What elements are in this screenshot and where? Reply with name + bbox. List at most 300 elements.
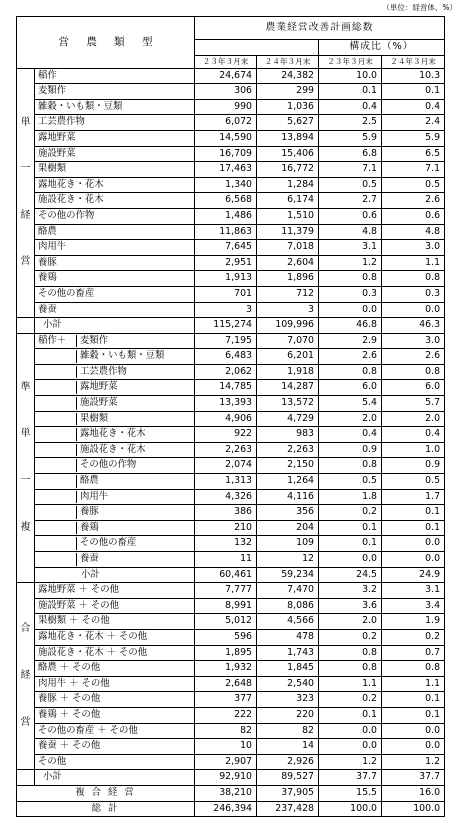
blank-cell [17,770,35,786]
value-r2: 10.3 [382,68,445,84]
value-r2: 0.1 [382,84,445,100]
value-r1: 3.6 [319,598,382,614]
value-r2: 0.4 [382,427,445,443]
value-v2: 4,116 [257,489,319,505]
row-name: 小計 [35,770,195,786]
value-v2: 1,284 [257,177,319,193]
prefix-label [35,553,76,566]
row-name [35,380,195,396]
value-r1: 5.4 [319,396,382,412]
crop-name: 雑穀・いも類・豆類 [76,350,194,363]
value-r2: 0.8 [382,271,445,287]
value-v2: 2,150 [257,458,319,474]
row-name: 果樹類 [35,162,195,178]
value-r1: 0.2 [319,505,382,521]
unit-note: （単位：経営体、%） [382,3,457,12]
value-r1: 0.1 [319,707,382,723]
table-row [17,380,445,396]
row-name [35,474,195,490]
value-r1: 0.1 [319,520,382,536]
value-v1: 2,062 [195,364,257,380]
value-r2: 5.7 [382,396,445,412]
table-row [17,255,445,271]
row-name [35,349,195,365]
row-name [35,489,195,505]
value-v1: 1,895 [195,645,257,661]
value-r2: 16.0 [382,785,445,801]
value-r1: 6.0 [319,380,382,396]
value-v1: 1,932 [195,661,257,677]
value-r2: 0.4 [382,99,445,115]
value-v1: 386 [195,505,257,521]
row-name [35,536,195,552]
table-row [17,458,445,474]
value-r1: 0.4 [319,427,382,443]
value-r2: 1.7 [382,489,445,505]
prefix-label [35,506,76,519]
table-row [17,754,445,770]
value-r2: 3.4 [382,598,445,614]
value-r2: 100.0 [382,801,445,817]
value-r1: 15.5 [319,785,382,801]
table-row [17,349,445,365]
value-v2: 2,263 [257,442,319,458]
row-name: 複 合 経 営 [17,785,195,801]
value-v1: 1,486 [195,208,257,224]
value-v1: 115,274 [195,318,257,334]
value-r1: 0.8 [319,458,382,474]
header-col-2403: ２４年３月末 [257,55,319,68]
table-row [17,286,445,302]
row-name: 施設花き・花木 ＋ その他 [35,645,195,661]
table-row [17,505,445,521]
prefix-label [35,537,76,550]
prefix-label: 稲作＋ [38,334,67,346]
fukugo-row [17,785,445,801]
row-name: 養蚕 ＋ その他 [35,739,195,755]
prefix-label [35,475,76,488]
row-name: 酪農 ＋ その他 [35,661,195,677]
value-v2: 15,406 [257,146,319,162]
category-char: 経 [20,209,31,221]
table-row [17,614,445,630]
value-v1: 1,340 [195,177,257,193]
crop-name: 養豚 [76,506,194,519]
value-v2: 82 [257,723,319,739]
value-v2: 983 [257,427,319,443]
value-r1: 0.3 [319,286,382,302]
value-v2: 24,382 [257,68,319,84]
value-r2: 2.4 [382,115,445,131]
category-char: 合 [20,623,31,635]
value-r1: 0.0 [319,739,382,755]
value-r1: 0.2 [319,692,382,708]
crop-name: 麦類作 [76,335,194,348]
value-r2: 3.1 [382,583,445,599]
subtotal-row [17,567,445,583]
value-r1: 0.5 [319,177,382,193]
value-v2: 14 [257,739,319,755]
value-v1: 3 [195,302,257,318]
value-v1: 246,394 [195,801,257,817]
value-v2: 6,174 [257,193,319,209]
crop-name: 養鶏 [76,522,194,535]
value-v1: 1,313 [195,474,257,490]
table-row [17,302,445,318]
value-v2: 109,996 [257,318,319,334]
header-ratio-2403: ２４年３月末 [382,55,445,68]
row-name: 施設野菜 [35,146,195,162]
value-r2: 1.9 [382,614,445,630]
value-v1: 2,648 [195,676,257,692]
table-row [17,84,445,100]
value-r2: 0.6 [382,208,445,224]
value-r1: 0.9 [319,442,382,458]
table-row [17,177,445,193]
value-v2: 237,428 [257,801,319,817]
value-r2: 1.1 [382,676,445,692]
value-r2: 3.0 [382,240,445,256]
table-row [17,396,445,412]
row-name: 養蚕 [35,302,195,318]
header-ratio-2303: ２３年３月末 [319,55,382,68]
value-v2: 16,772 [257,162,319,178]
value-v1: 92,910 [195,770,257,786]
row-name: 稲作 [35,68,195,84]
value-v2: 712 [257,286,319,302]
prefix-label [35,413,76,426]
row-name: 総 計 [17,801,195,817]
row-name: 小計 [35,318,195,334]
row-name: 施設花き・花木 [35,193,195,209]
value-r2: 5.9 [382,130,445,146]
row-name: その他の作物 [35,208,195,224]
value-v2: 2,926 [257,754,319,770]
value-v1: 60,461 [195,567,257,583]
value-v2: 2,540 [257,676,319,692]
value-v1: 17,463 [195,162,257,178]
value-v1: 14,590 [195,130,257,146]
value-r1: 1.8 [319,489,382,505]
table-row [17,474,445,490]
value-v1: 11,863 [195,224,257,240]
table-row [17,536,445,552]
value-v1: 210 [195,520,257,536]
row-name: 養鶏 ＋ その他 [35,707,195,723]
value-r2: 0.9 [382,458,445,474]
crop-name: 酪農 [76,475,194,488]
table-row [17,224,445,240]
value-v1: 7,645 [195,240,257,256]
value-v2: 8,086 [257,598,319,614]
category-jun [17,333,35,583]
header-blank [195,40,319,56]
value-r2: 0.0 [382,552,445,568]
crop-name: 果樹類 [76,413,194,426]
value-r1: 4.8 [319,224,382,240]
value-v2: 4,566 [257,614,319,630]
value-v2: 11,379 [257,224,319,240]
crop-name: その他の畜産 [76,537,194,550]
value-v1: 10 [195,739,257,755]
value-v1: 990 [195,99,257,115]
value-r1: 2.0 [319,614,382,630]
table-row [17,364,445,380]
value-v2: 1,510 [257,208,319,224]
category-char: 一 [20,474,31,486]
value-r2: 0.0 [382,302,445,318]
value-v2: 3 [257,302,319,318]
value-r2: 37.7 [382,770,445,786]
value-v2: 7,470 [257,583,319,599]
value-v2: 299 [257,84,319,100]
value-v1: 38,210 [195,785,257,801]
value-r2: 0.0 [382,723,445,739]
value-v1: 922 [195,427,257,443]
row-name [35,505,195,521]
value-v2: 2,604 [257,255,319,271]
value-v1: 306 [195,84,257,100]
table-row [17,99,445,115]
value-v1: 4,906 [195,411,257,427]
table-row [17,146,445,162]
row-name: その他の畜産 [35,286,195,302]
value-v1: 7,777 [195,583,257,599]
value-v2: 204 [257,520,319,536]
value-r1: 0.8 [319,645,382,661]
value-r1: 3.1 [319,240,382,256]
value-v2: 356 [257,505,319,521]
row-name [35,411,195,427]
value-r2: 0.0 [382,536,445,552]
value-v1: 11 [195,552,257,568]
table-row [17,208,445,224]
row-name: 肉用牛 [35,240,195,256]
value-r1: 0.5 [319,474,382,490]
crop-name: 露地花き・花木 [76,428,194,441]
value-r2: 0.1 [382,505,445,521]
value-r2: 46.3 [382,318,445,334]
table-row [17,442,445,458]
value-v2: 59,234 [257,567,319,583]
value-v1: 2,074 [195,458,257,474]
row-name: 露地野菜 ＋ その他 [35,583,195,599]
header-main: 農業経営改善計画総数 [195,17,445,40]
value-r2: 24.9 [382,567,445,583]
header-type: 営 農 類 型 [17,17,195,69]
table-row [17,489,445,505]
farm-plan-table [16,16,445,817]
value-r1: 0.0 [319,552,382,568]
row-name: 雑穀・いも類・豆類 [35,99,195,115]
value-v2: 14,287 [257,380,319,396]
table-row [17,411,445,427]
value-v1: 1,913 [195,271,257,287]
value-v2: 109 [257,536,319,552]
value-r2: 0.3 [382,286,445,302]
table-row [17,115,445,131]
row-name: 養豚 [35,255,195,271]
value-r2: 0.1 [382,707,445,723]
value-r1: 0.1 [319,84,382,100]
value-r2: 0.1 [382,520,445,536]
value-v1: 6,568 [195,193,257,209]
value-r1: 0.8 [319,364,382,380]
row-name: 果樹類 ＋ その他 [35,614,195,630]
value-r2: 1.1 [382,255,445,271]
category-char: 単 [20,116,31,128]
row-name: 養鶏 [35,271,195,287]
row-name [35,333,195,349]
value-r1: 37.7 [319,770,382,786]
value-v2: 5,627 [257,115,319,131]
value-v2: 7,018 [257,240,319,256]
blank-cell [17,318,35,334]
value-v2: 1,845 [257,661,319,677]
row-name: その他 [35,754,195,770]
row-name: 露地花き・花木 [35,177,195,193]
value-r1: 7.1 [319,162,382,178]
category-fuku [17,583,35,770]
row-name: 麦類作 [35,84,195,100]
value-r1: 1.2 [319,255,382,271]
value-v1: 2,263 [195,442,257,458]
table-row [17,645,445,661]
prefix-label [35,459,76,472]
value-r2: 0.5 [382,474,445,490]
value-v2: 13,894 [257,130,319,146]
row-name [35,396,195,412]
row-name [35,364,195,380]
prefix-label [35,397,76,410]
crop-name: 施設花き・花木 [76,444,194,457]
value-r1: 6.8 [319,146,382,162]
value-v1: 596 [195,629,257,645]
value-v1: 5,012 [195,614,257,630]
value-v1: 222 [195,707,257,723]
value-r2: 0.5 [382,177,445,193]
table-row [17,130,445,146]
category-char: 準 [20,381,31,393]
subtotal-row [17,318,445,334]
row-name [35,458,195,474]
value-r1: 2.6 [319,349,382,365]
value-r1: 0.8 [319,661,382,677]
value-r2: 4.8 [382,224,445,240]
value-v1: 16,709 [195,146,257,162]
value-r1: 0.2 [319,629,382,645]
row-name: 小計 [35,567,195,583]
value-v2: 6,201 [257,349,319,365]
value-r1: 0.0 [319,723,382,739]
value-v2: 13,572 [257,396,319,412]
row-name: 肉用牛 ＋ その他 [35,676,195,692]
prefix-label [35,444,76,457]
value-r1: 0.6 [319,208,382,224]
value-v1: 2,907 [195,754,257,770]
category-char: 単 [20,428,31,440]
value-r1: 24.5 [319,567,382,583]
table-row [17,723,445,739]
row-name [35,442,195,458]
value-r2: 0.7 [382,645,445,661]
value-r2: 2.6 [382,193,445,209]
table-row [17,692,445,708]
value-r1: 2.0 [319,411,382,427]
value-r2: 6.5 [382,146,445,162]
prefix-label [35,522,76,535]
subtotal-row [17,770,445,786]
header-ratio: 構成比（%） [319,40,445,56]
value-v1: 8,991 [195,598,257,614]
value-r2: 3.0 [382,333,445,349]
crop-name: 肉用牛 [76,491,194,504]
value-r1: 100.0 [319,801,382,817]
value-r1: 3.2 [319,583,382,599]
row-name: 露地野菜 [35,130,195,146]
table-row [17,661,445,677]
value-v1: 24,674 [195,68,257,84]
table-row [17,333,445,349]
value-r1: 0.1 [319,536,382,552]
value-r2: 1.0 [382,442,445,458]
table-row [17,162,445,178]
table-row [17,427,445,443]
value-v1: 7,195 [195,333,257,349]
table-row [17,707,445,723]
category-char: 一 [20,163,31,175]
value-r1: 0.4 [319,99,382,115]
table-row [17,583,445,599]
crop-name: 露地野菜 [76,381,194,394]
value-r2: 0.0 [382,739,445,755]
prefix-label [35,366,76,379]
category-char: 複 [20,521,31,533]
table-row [17,598,445,614]
category-char: 経 [20,669,31,681]
value-v1: 4,326 [195,489,257,505]
value-v1: 2,951 [195,255,257,271]
row-name [35,520,195,536]
prefix-label [35,491,76,504]
value-r2: 2.6 [382,349,445,365]
value-v1: 6,483 [195,349,257,365]
value-r1: 0.8 [319,271,382,287]
value-r1: 2.7 [319,193,382,209]
value-v1: 13,393 [195,396,257,412]
table-row [17,520,445,536]
row-name: 施設野菜 ＋ その他 [35,598,195,614]
value-r2: 0.8 [382,661,445,677]
value-v2: 1,918 [257,364,319,380]
row-name: 工芸農作物 [35,115,195,131]
value-v2: 478 [257,629,319,645]
value-v2: 37,905 [257,785,319,801]
value-v2: 220 [257,707,319,723]
row-name [35,427,195,443]
table-row [17,629,445,645]
crop-name: その他の作物 [76,459,194,472]
category-char: 営 [20,716,31,728]
value-r2: 0.2 [382,629,445,645]
value-v1: 377 [195,692,257,708]
value-v2: 1,743 [257,645,319,661]
value-v1: 14,785 [195,380,257,396]
table-body [17,68,445,817]
value-r2: 6.0 [382,380,445,396]
value-r1: 2.9 [319,333,382,349]
row-name: 露地花き・花木 ＋ その他 [35,629,195,645]
